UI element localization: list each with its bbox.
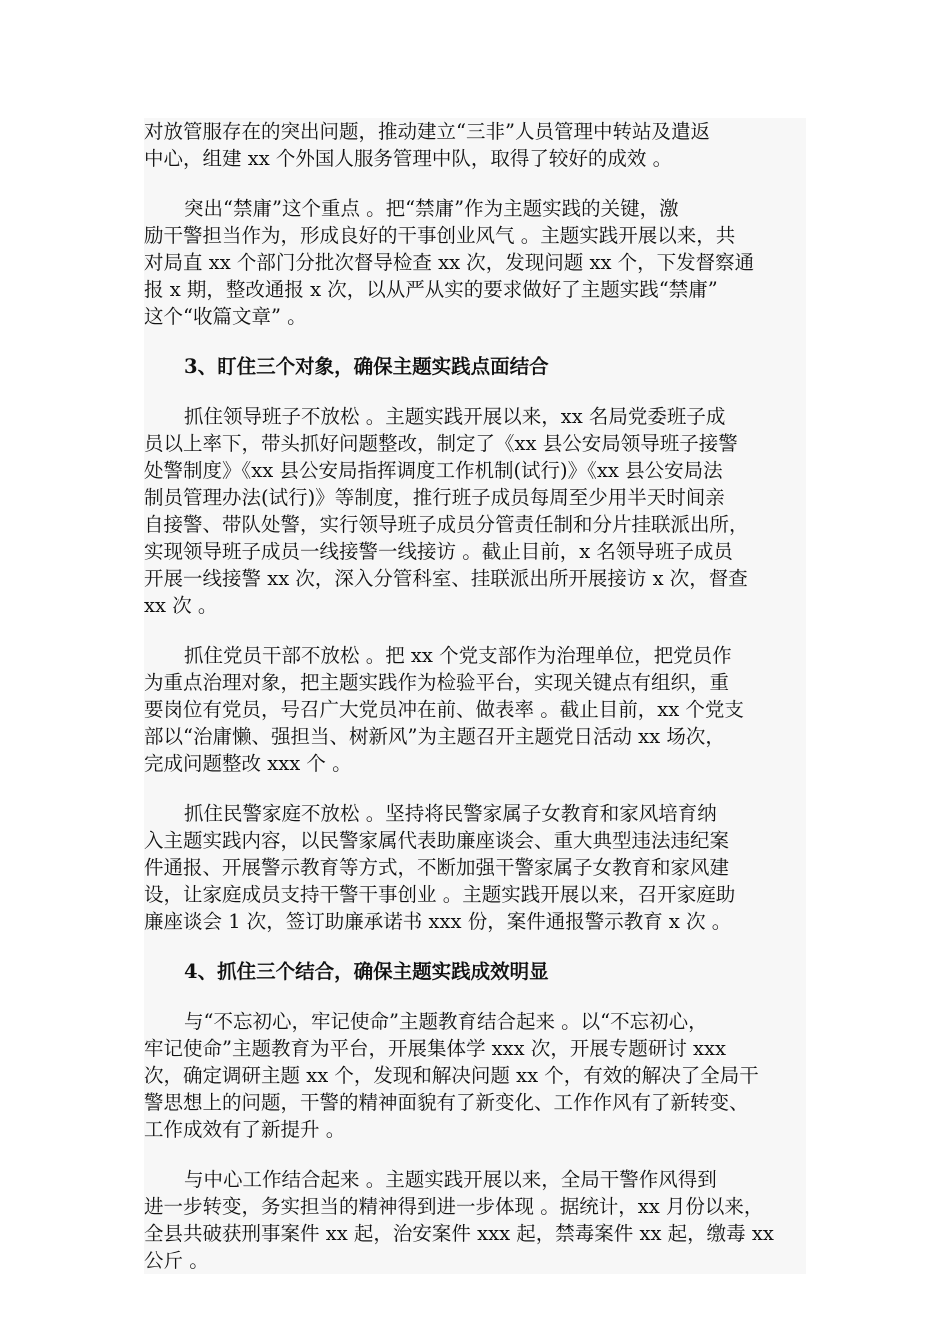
text-line: 与“不忘初心，牢记使命”主题教育结合起来 。以“不忘初心，	[184, 1010, 708, 1033]
text-line: 进一步转变，务实担当的精神得到进一步体现 。据统计，xx 月份以来，	[144, 1195, 764, 1218]
paragraph	[144, 118, 806, 172]
text-line: 完成问题整改 xxx 个 。	[144, 752, 352, 775]
text-line: 实现领导班子成员一线接警一线接访 。截止目前，x 名领导班子成员	[144, 540, 733, 563]
text-line: 与中心工作结合起来 。主题实践开展以来，全局干警作风得到	[184, 1168, 717, 1191]
text-line: 抓住民警家庭不放松 。坚持将民警家属子女教育和家风培育纳	[184, 802, 717, 825]
text-line: 突出“禁庸”这个重点 。把“禁庸”作为主题实践的关键，激	[184, 197, 679, 220]
text-line: 为重点治理对象，把主题实践作为检验平台，实现关键点有组织，重	[144, 671, 730, 694]
text-line: xx 次 。	[144, 594, 218, 617]
paragraph	[144, 800, 806, 935]
text-line: 公斤 。	[144, 1249, 209, 1272]
text-line: 开展一线接警 xx 次，深入分管科室、挂联派出所开展接访 x 次，督查	[144, 567, 748, 590]
text-line: 对局直 xx 个部门分批次督导检查 xx 次，发现问题 xx 个，下发督察通	[144, 251, 755, 274]
paragraph	[144, 1008, 806, 1143]
text-line: 廉座谈会 1 次，签订助廉承诺书 xxx 份，案件通报警示教育 x 次 。	[144, 910, 732, 933]
section-heading	[144, 958, 806, 985]
text-line: 次，确定调研主题 xx 个，发现和解决问题 xx 个，有效的解决了全局干	[144, 1064, 759, 1087]
text-line: 员以上率下，带头抓好问题整改，制定了《xx 县公安局领导班子接警	[144, 432, 738, 455]
text-line: 工作成效有了新提升 。	[144, 1118, 346, 1141]
text-line: 自接警、带队处警，实行领导班子成员分管责任制和分片挂联派出所，	[144, 513, 749, 536]
text-line: 部以“治庸懒、强担当、树新风”为主题召开主题党日活动 xx 场次，	[144, 725, 725, 748]
paragraph	[144, 642, 806, 777]
text-line: 件通报、开展警示教育等方式，不断加强干警家属子女教育和家风建	[144, 856, 730, 879]
text-line: 抓住党员干部不放松 。把 xx 个党支部作为治理单位，把党员作	[184, 644, 732, 667]
text-line: 抓住领导班子不放松 。主题实践开展以来，xx 名局党委班子成	[184, 405, 726, 428]
text-line: 入主题实践内容，以民警家属代表助廉座谈会、重大典型违法违纪案	[144, 829, 730, 852]
text-line: 全县共破获刑事案件 xx 起，治安案件 xxx 起，禁毒案件 xx 起，缴毒 xx	[144, 1222, 774, 1245]
paragraph	[144, 403, 806, 619]
heading-text: 3、盯住三个对象，确保主题实践点面结合	[184, 355, 549, 378]
paragraph	[144, 1166, 806, 1274]
text-line: 要岗位有党员，号召广大党员冲在前、做表率 。截止目前，xx 个党支	[144, 698, 744, 721]
document-body	[144, 118, 806, 1274]
text-line: 制员管理办法(试行)》等制度，推行班子成员每周至少用半天时间亲	[144, 486, 725, 509]
text-line: 这个“收篇文章” 。	[144, 305, 307, 328]
text-line: 报 x 期，整改通报 x 次，以从严从实的要求做好了主题实践“禁庸”	[144, 278, 718, 301]
text-line: 中心，组建 xx 个外国人服务管理中队，取得了较好的成效 。	[144, 147, 673, 170]
text-line: 处警制度》《xx 县公安局指挥调度工作机制(试行)》《xx 县公安局法	[144, 459, 723, 482]
section-heading	[144, 353, 806, 380]
paragraph	[144, 195, 806, 330]
text-line: 警思想上的问题，干警的精神面貌有了新变化、工作作风有了新转变、	[144, 1091, 749, 1114]
text-line: 牢记使命”主题教育为平台，开展集体学 xxx 次，开展专题研讨 xxx	[144, 1037, 727, 1060]
text-line: 设，让家庭成员支持干警干事创业 。主题实践开展以来，召开家庭助	[144, 883, 736, 906]
text-line: 励干警担当作为，形成良好的干事创业风气 。主题实践开展以来，共	[144, 224, 736, 247]
text-line: 对放管服存在的突出问题，推动建立“三非”人员管理中转站及遣返	[144, 120, 710, 143]
heading-text: 4、抓住三个结合，确保主题实践成效明显	[184, 960, 549, 983]
